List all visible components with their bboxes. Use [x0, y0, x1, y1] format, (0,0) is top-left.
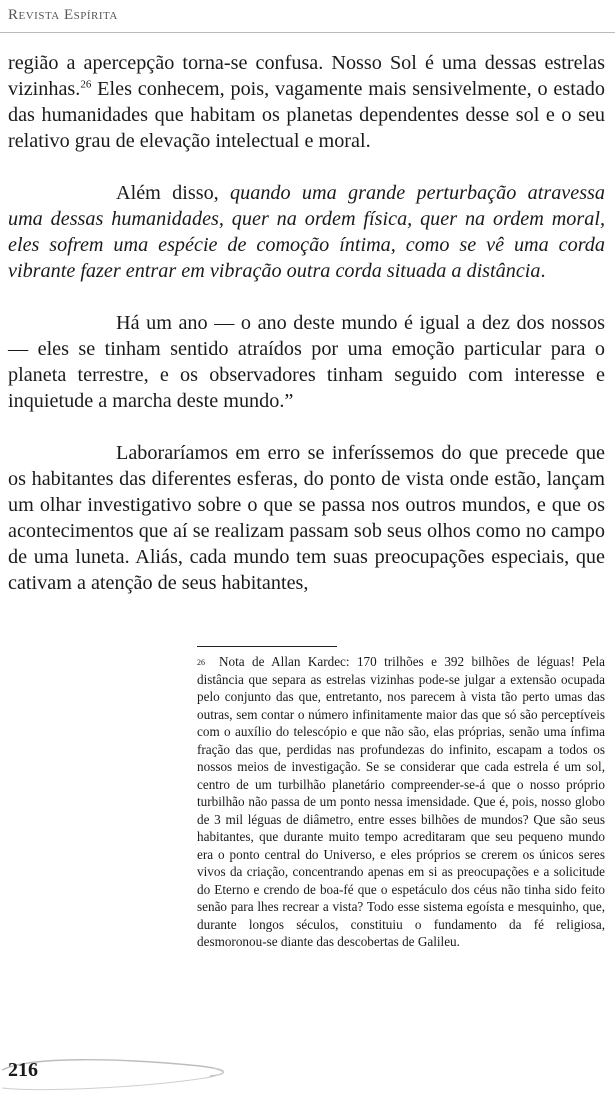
footnote-reference[interactable]: 26 [80, 78, 92, 91]
paragraph-2 [8, 180, 605, 284]
footnote-text: Nota de Allan Kardec: 170 trilhões e 392 bilhões de léguas! Pela distância que separa as estrelas vizinhas pode-se julgar a extensão ocupada pelo conjunto das que, entretanto, nos parecem à vista tão perto umas das outras, sem contar o número infinitamente maior das que só são perceptíveis com o auxílio do telescópio e que não são, elas próprias, senão uma ínfima fração das que, perdidas nas profundezas do infinito, escapam a todos os nossos meios de investigação. Se se considerar que cada estrela é um sol, centro de um turbilhão planetário compreender-se-á que o nosso próprio turbilhão não passa de um ponto nessa imensidade. Que é, pois, nosso globo de 3 mil léguas de diâmetro, entre esses bilhões de mundos? Que são seus habitantes, que durante muito tempo acreditaram que seu pequeno mundo era o ponto central do Universo, e eles próprios se crerem os únicos seres vivos da criação, concentrando apenas em si as preocupações e a solicitude do Eterno e crendo de boa-fé que o espetáculo dos céus não tinha sido feito senão para lhes recrear a vista? Todo esse sistema egoísta e mesquinho, que, durante longos séculos, constituiu o fundamento da fé religiosa, desmoronou-se diante das descobertas de Galileu. [197, 654, 605, 949]
footnote-rule [197, 646, 337, 647]
paragraph-2-end: . [540, 260, 546, 282]
paragraph-3: Há um ano — o ano deste mundo é igual a dez dos nossos — eles se tinham sentido atraídos por uma emoção particular para o planeta terrestre, e os observadores tinham seguido com interesse e inquietude a marcha deste mundo.” [8, 312, 605, 412]
header-rule [0, 32, 615, 33]
main-text [8, 50, 605, 596]
paragraph-1-text: região a apercepção torna-se confusa. Nosso Sol é uma dessas estrelas vizinhas. [8, 52, 605, 100]
paragraph-1 [8, 50, 605, 154]
paragraph-2-lead: Além disso, [116, 182, 231, 204]
page-number: 216 [8, 1059, 38, 1081]
footnote-number: 26 [197, 658, 205, 667]
paragraph-4: Laboraríamos em erro se inferíssemos do que precede que os habitantes das diferentes esferas, do ponto de vista onde estão, lançam um olhar investigativo sobre o que se passa nos outros mundos, e que os acontecimentos que aí se realizam passam sob seus olhos como no campo de uma luneta. Aliás, cada mundo tem suas preocupações especiais, que cativam a atenção de seus habitantes, [8, 442, 605, 594]
paragraph-1-rest: Eles conhecem, pois, vagamente mais sensivelmente, o estado das humanidades que habitam os planetas dependentes desse sol e o seu relativo grau de elevação intelectual e moral. [8, 78, 605, 152]
paragraph-2-italic: quando uma grande perturbação atravessa uma dessas humanidades, quer na ordem física, quer na ordem moral, eles sofrem uma espécie de comoção íntima, como se vê uma corda vibrante fazer entrar em vibração outra corda situada a distância [8, 182, 606, 282]
footnote [197, 653, 605, 951]
running-header: Revista Espírita [8, 7, 118, 23]
